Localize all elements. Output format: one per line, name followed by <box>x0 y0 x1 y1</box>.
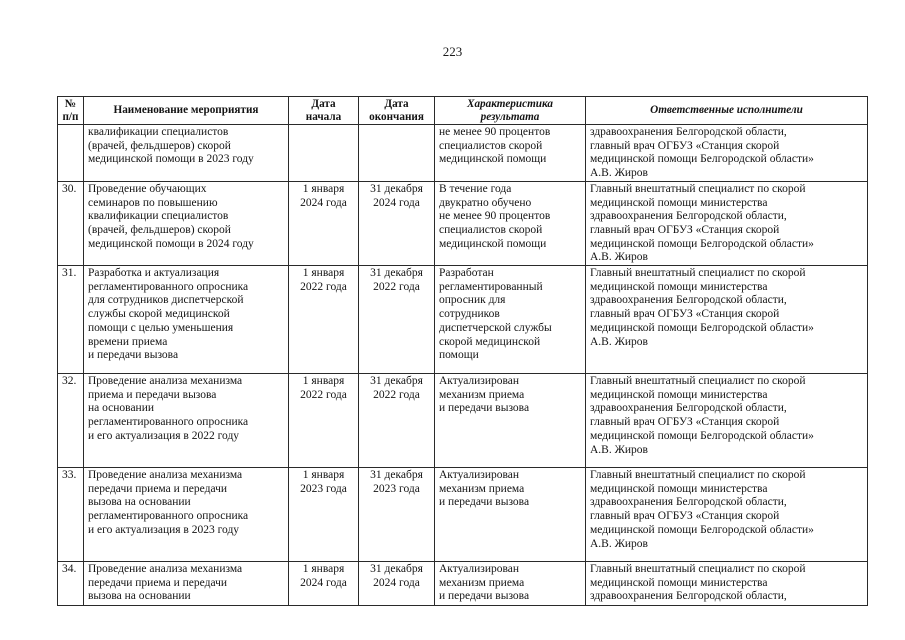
header-result: Характеристика результата <box>435 97 586 125</box>
row-end-date: 31 декабря 2024 года <box>359 181 435 265</box>
table-row <box>58 181 868 265</box>
row-name: Разработка и актуализация регламентированного опросника для сотрудников диспетчерской службы скорой медицинской помощи с целью уменьшения времени приема и передачи вызова <box>84 266 289 374</box>
row-end-date <box>359 125 435 182</box>
table-row <box>58 266 868 374</box>
row-num: 34. <box>58 562 84 606</box>
header-end-date: Дата окончания <box>359 97 435 125</box>
table-row <box>58 562 868 606</box>
row-result: не менее 90 процентов специалистов скорой медицинской помощи <box>435 125 586 182</box>
row-responsible: Главный внештатный специалист по скорой медицинской помощи министерства здравоохранения Белгородской области, главный врач ОГБУЗ «Станция скорой медицинской помощи Белгородской области» А.В. Жиров <box>586 181 868 265</box>
row-responsible: здравоохранения Белгородской области, главный врач ОГБУЗ «Станция скорой медицинской помощи Белгородской области» А.В. Жиров <box>586 125 868 182</box>
row-start-date: 1 января 2024 года <box>289 562 359 606</box>
row-name: Проведение обучающих семинаров по повышению квалификации специалистов (врачей, фельдшеров) скорой медицинской помощи в 2024 году <box>84 181 289 265</box>
row-num: 30. <box>58 181 84 265</box>
row-num: 33. <box>58 468 84 562</box>
row-responsible: Главный внештатный специалист по скорой медицинской помощи министерства здравоохранения Белгородской области, <box>586 562 868 606</box>
row-end-date: 31 декабря 2024 года <box>359 562 435 606</box>
row-result: Разработан регламентированный опросник для сотрудников диспетчерской службы скорой медицинской помощи <box>435 266 586 374</box>
row-num: 32. <box>58 374 84 468</box>
page-number: 223 <box>442 44 463 59</box>
table-row <box>58 468 868 562</box>
row-result: Актуализирован механизм приема и передачи вызова <box>435 468 586 562</box>
row-responsible: Главный внештатный специалист по скорой медицинской помощи министерства здравоохранения Белгородской области, главный врач ОГБУЗ «Станция скорой медицинской помощи Белгородской области» А.В. Жиров <box>586 468 868 562</box>
header-num: № п/п <box>58 97 84 125</box>
row-responsible: Главный внештатный специалист по скорой медицинской помощи министерства здравоохранения Белгородской области, главный врач ОГБУЗ «Станция скорой медицинской помощи Белгородской области» А.В. Жиров <box>586 266 868 374</box>
row-end-date: 31 декабря 2023 года <box>359 468 435 562</box>
header-responsible: Ответственные исполнители <box>586 97 868 125</box>
row-end-date: 31 декабря 2022 года <box>359 374 435 468</box>
row-num: 31. <box>58 266 84 374</box>
row-result: Актуализирован механизм приема и передачи вызова <box>435 374 586 468</box>
table-header-row <box>58 97 868 125</box>
row-start-date <box>289 125 359 182</box>
header-name: Наименование мероприятия <box>84 97 289 125</box>
row-num <box>58 125 84 182</box>
row-name: Проведение анализа механизма приема и передачи вызова на основании регламентированного опросника и его актуализация в 2022 году <box>84 374 289 468</box>
row-start-date: 1 января 2022 года <box>289 266 359 374</box>
table-row <box>58 374 868 468</box>
events-table <box>57 96 868 606</box>
table-row <box>58 125 868 182</box>
row-end-date: 31 декабря 2022 года <box>359 266 435 374</box>
row-result: Актуализирован механизм приема и передачи вызова <box>435 562 586 606</box>
row-responsible: Главный внештатный специалист по скорой медицинской помощи министерства здравоохранения Белгородской области, главный врач ОГБУЗ «Станция скорой медицинской помощи Белгородской области» А.В. Жиров <box>586 374 868 468</box>
row-name: Проведение анализа механизма передачи приема и передачи вызова на основании регламентированного опросника и его актуализация в 2023 году <box>84 468 289 562</box>
row-result: В течение года двукратно обучено не менее 90 процентов специалистов скорой медицинской помощи <box>435 181 586 265</box>
row-start-date: 1 января 2024 года <box>289 181 359 265</box>
header-start-date: Дата начала <box>289 97 359 125</box>
row-name: Проведение анализа механизма передачи приема и передачи вызова на основании <box>84 562 289 606</box>
row-start-date: 1 января 2022 года <box>289 374 359 468</box>
row-start-date: 1 января 2023 года <box>289 468 359 562</box>
row-name: квалификации специалистов (врачей, фельдшеров) скорой медицинской помощи в 2023 году <box>84 125 289 182</box>
